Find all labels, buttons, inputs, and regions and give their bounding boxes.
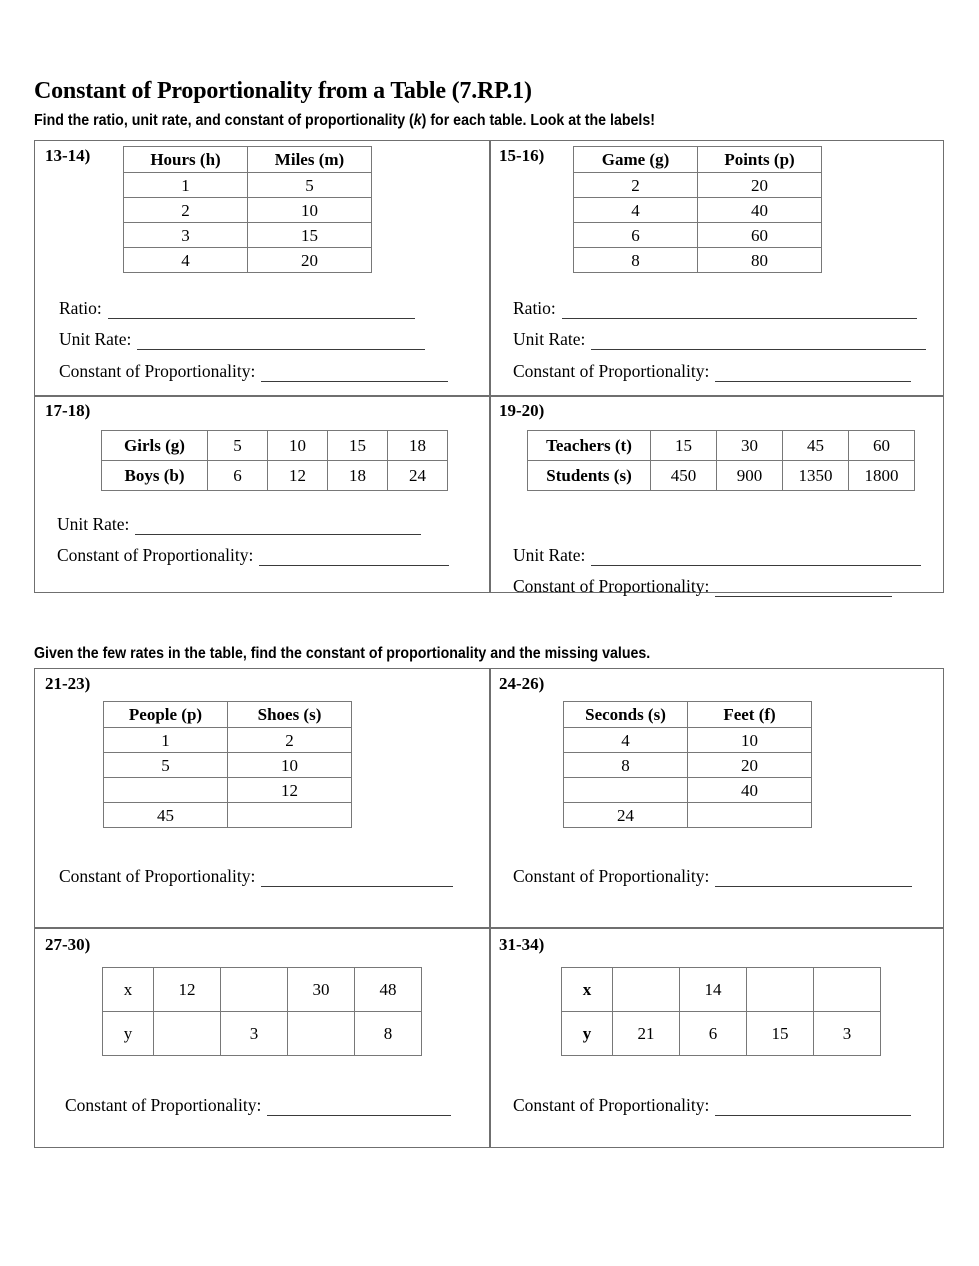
table-row <box>103 968 422 1012</box>
row-label: Boys (b) <box>102 461 208 491</box>
table-row <box>104 753 352 778</box>
table-cell: 10 <box>268 431 328 461</box>
table-cell: 3 <box>814 1012 881 1056</box>
row-label: y <box>103 1012 154 1056</box>
row-label: Girls (g) <box>102 431 208 461</box>
table-row <box>124 223 372 248</box>
table-cell: 3 <box>124 223 248 248</box>
answer-row-unit-rate <box>513 329 926 350</box>
table-cell: 4 <box>564 728 688 753</box>
answer-blank-constant[interactable] <box>715 367 911 382</box>
instruction-1-text-b: ) for each table. Look at the labels! <box>421 112 655 129</box>
answer-row-constant <box>513 576 892 597</box>
column-header: Feet (f) <box>688 702 812 728</box>
table-cell: 24 <box>388 461 448 491</box>
data-table-19-20 <box>527 430 915 491</box>
table-cell-empty <box>688 803 812 828</box>
table-cell: 8 <box>355 1012 422 1056</box>
table-row <box>104 778 352 803</box>
answer-label: Unit Rate: <box>57 514 130 534</box>
answer-label: Constant of Proportionality: <box>513 1095 710 1115</box>
answer-row-constant <box>65 1095 451 1116</box>
table-cell-empty <box>154 1012 221 1056</box>
table-cell: 45 <box>783 431 849 461</box>
answer-blank-ratio[interactable] <box>108 304 415 319</box>
table-cell: 1 <box>104 728 228 753</box>
problem-cell-19-20 <box>491 397 943 596</box>
answer-row-constant <box>59 866 453 887</box>
column-header: Points (p) <box>698 147 822 173</box>
table-cell: 8 <box>574 248 698 273</box>
table-cell: 60 <box>849 431 915 461</box>
data-table-13-14 <box>123 146 372 273</box>
problem-cell-17-18 <box>35 397 490 592</box>
table-cell-empty <box>104 778 228 803</box>
table-row <box>564 778 812 803</box>
answer-row-unit-rate <box>57 514 421 535</box>
table-row <box>564 803 812 828</box>
answer-blank-unit-rate[interactable] <box>137 335 425 350</box>
table-cell: 1800 <box>849 461 915 491</box>
answer-row-unit-rate <box>59 329 425 350</box>
table-cell: 4 <box>574 198 698 223</box>
answer-row-constant <box>513 866 912 887</box>
table-cell: 3 <box>221 1012 288 1056</box>
table-cell: 1 <box>124 173 248 198</box>
answer-row-unit-rate <box>513 545 921 566</box>
answer-label: Constant of Proportionality: <box>513 866 710 886</box>
table-cell-empty <box>564 778 688 803</box>
answer-label: Constant of Proportionality: <box>513 576 710 596</box>
problem-cell-31-34 <box>491 929 943 1149</box>
data-table-21-23 <box>103 701 352 828</box>
answer-row-constant <box>57 545 449 566</box>
table-row <box>528 431 915 461</box>
instruction-line-2: Given the few rates in the table, find the constant of proportionality and the missing values. <box>34 645 651 662</box>
table-cell: 900 <box>717 461 783 491</box>
table-row <box>574 223 822 248</box>
table-cell: 15 <box>651 431 717 461</box>
table-row <box>103 1012 422 1056</box>
answer-row-constant <box>513 361 911 382</box>
row-label: x <box>103 968 154 1012</box>
table-cell: 40 <box>698 198 822 223</box>
problem-number-17-18: 17-18) <box>45 401 91 420</box>
table-cell: 45 <box>104 803 228 828</box>
table-cell: 12 <box>228 778 352 803</box>
row-label: y <box>562 1012 613 1056</box>
table-cell: 20 <box>698 173 822 198</box>
problem-grid-top <box>34 140 944 596</box>
problem-cell-15-16 <box>491 141 943 397</box>
answer-blank-constant[interactable] <box>715 1101 911 1116</box>
table-row <box>562 1012 881 1056</box>
table-row <box>124 198 372 223</box>
answer-label: Ratio: <box>513 298 556 318</box>
problem-cell-27-30 <box>35 929 490 1149</box>
table-cell: 5 <box>248 173 372 198</box>
answer-blank-unit-rate[interactable] <box>591 551 921 566</box>
table-cell: 5 <box>208 431 268 461</box>
problem-number-13-14: 13-14) <box>45 146 91 165</box>
table-cell: 6 <box>208 461 268 491</box>
column-header: Miles (m) <box>248 147 372 173</box>
table-header-row <box>564 702 812 728</box>
table-row <box>102 431 448 461</box>
table-cell: 5 <box>104 753 228 778</box>
answer-blank-constant[interactable] <box>259 551 449 566</box>
answer-row-ratio <box>513 298 917 319</box>
table-cell: 6 <box>574 223 698 248</box>
table-cell: 60 <box>698 223 822 248</box>
row-label: x <box>562 968 613 1012</box>
problem-cell-24-26 <box>491 669 943 929</box>
table-cell-empty <box>814 968 881 1012</box>
table-cell: 80 <box>698 248 822 273</box>
answer-label: Constant of Proportionality: <box>59 866 256 886</box>
answer-label: Constant of Proportionality: <box>513 361 710 381</box>
problem-cell-21-23 <box>35 669 490 929</box>
data-table-31-34 <box>561 967 881 1056</box>
column-header: Hours (h) <box>124 147 248 173</box>
table-cell: 2 <box>124 198 248 223</box>
answer-row-ratio <box>59 298 415 319</box>
table-cell-empty <box>613 968 680 1012</box>
answer-blank-unit-rate[interactable] <box>135 520 421 535</box>
table-cell: 2 <box>574 173 698 198</box>
table-cell: 40 <box>688 778 812 803</box>
answer-row-constant <box>513 1095 911 1116</box>
table-cell: 15 <box>747 1012 814 1056</box>
table-cell-empty <box>288 1012 355 1056</box>
answer-blank-constant[interactable] <box>261 872 453 887</box>
answer-blank-constant[interactable] <box>715 872 912 887</box>
table-row <box>574 173 822 198</box>
instruction-1-variable-k: k <box>413 112 422 129</box>
problem-number-27-30: 27-30) <box>45 935 91 954</box>
table-cell: 8 <box>564 753 688 778</box>
row-label: Teachers (t) <box>528 431 651 461</box>
answer-label: Ratio: <box>59 298 102 318</box>
answer-row-constant <box>59 361 448 382</box>
table-cell: 18 <box>388 431 448 461</box>
table-cell: 30 <box>288 968 355 1012</box>
table-cell: 12 <box>154 968 221 1012</box>
table-header-row <box>124 147 372 173</box>
instruction-1-text-a: Find the ratio, unit rate, and constant of proportionality ( <box>34 112 414 129</box>
table-cell: 6 <box>680 1012 747 1056</box>
table-cell: 15 <box>328 431 388 461</box>
problem-number-19-20: 19-20) <box>499 401 545 420</box>
table-cell: 4 <box>124 248 248 273</box>
table-cell: 10 <box>248 198 372 223</box>
table-cell: 1350 <box>783 461 849 491</box>
table-cell: 18 <box>328 461 388 491</box>
table-row <box>562 968 881 1012</box>
table-cell: 21 <box>613 1012 680 1056</box>
row-label: Students (s) <box>528 461 651 491</box>
answer-blank-unit-rate[interactable] <box>591 335 926 350</box>
table-cell: 20 <box>688 753 812 778</box>
answer-blank-constant[interactable] <box>261 367 448 382</box>
answer-label: Constant of Proportionality: <box>65 1095 262 1115</box>
table-cell: 10 <box>688 728 812 753</box>
table-cell: 14 <box>680 968 747 1012</box>
column-header: People (p) <box>104 702 228 728</box>
table-cell: 12 <box>268 461 328 491</box>
table-row <box>574 248 822 273</box>
table-row <box>104 728 352 753</box>
answer-label: Unit Rate: <box>513 329 586 349</box>
table-row <box>528 461 915 491</box>
table-cell-empty <box>221 968 288 1012</box>
instruction-line-1 <box>34 112 655 130</box>
answer-blank-ratio[interactable] <box>562 304 917 319</box>
table-row <box>124 248 372 273</box>
page-title: Constant of Proportionality from a Table (7.RP.1) <box>34 78 532 104</box>
data-table-24-26 <box>563 701 812 828</box>
data-table-15-16 <box>573 146 822 273</box>
data-table-17-18 <box>101 430 448 491</box>
table-cell-empty <box>747 968 814 1012</box>
answer-label: Constant of Proportionality: <box>57 545 254 565</box>
problem-number-15-16: 15-16) <box>499 146 545 165</box>
table-cell: 30 <box>717 431 783 461</box>
problem-number-21-23: 21-23) <box>45 674 91 693</box>
table-row <box>564 728 812 753</box>
table-row <box>124 173 372 198</box>
table-cell: 15 <box>248 223 372 248</box>
table-cell: 450 <box>651 461 717 491</box>
answer-label: Constant of Proportionality: <box>59 361 256 381</box>
table-cell-empty <box>228 803 352 828</box>
table-header-row <box>574 147 822 173</box>
answer-label: Unit Rate: <box>513 545 586 565</box>
table-cell: 10 <box>228 753 352 778</box>
table-row <box>574 198 822 223</box>
table-row <box>564 753 812 778</box>
table-header-row <box>104 702 352 728</box>
problem-grid-bottom <box>34 668 944 1148</box>
answer-label: Unit Rate: <box>59 329 132 349</box>
answer-blank-constant[interactable] <box>715 582 892 597</box>
column-header: Seconds (s) <box>564 702 688 728</box>
column-header: Game (g) <box>574 147 698 173</box>
table-cell: 20 <box>248 248 372 273</box>
problem-cell-13-14 <box>35 141 490 397</box>
problem-number-24-26: 24-26) <box>499 674 545 693</box>
column-header: Shoes (s) <box>228 702 352 728</box>
table-row <box>104 803 352 828</box>
answer-blank-constant[interactable] <box>267 1101 451 1116</box>
table-cell: 2 <box>228 728 352 753</box>
table-cell: 48 <box>355 968 422 1012</box>
problem-number-31-34: 31-34) <box>499 935 545 954</box>
data-table-27-30 <box>102 967 422 1056</box>
table-cell: 24 <box>564 803 688 828</box>
table-row <box>102 461 448 491</box>
